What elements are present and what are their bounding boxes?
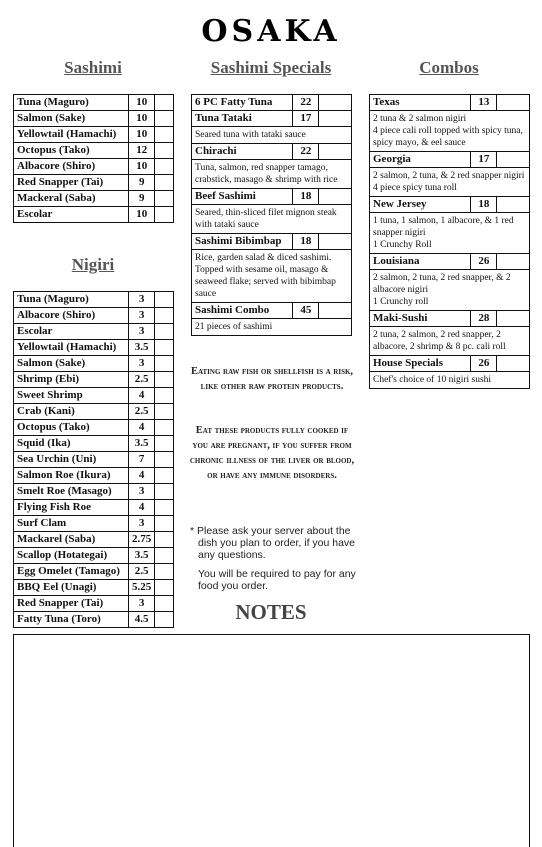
nigiri-row <box>14 356 174 372</box>
item-price: 4 <box>128 388 154 404</box>
nigiri-row <box>14 484 174 500</box>
item-price: 22 <box>293 144 319 160</box>
item-price: 9 <box>129 175 155 191</box>
item-price: 10 <box>129 127 155 143</box>
sashimi-row <box>14 207 174 223</box>
item-price: 13 <box>471 95 497 111</box>
combos-desc-row <box>370 213 530 254</box>
item-name: Texas <box>370 95 471 111</box>
nigiri-row <box>14 580 174 596</box>
item-name: Egg Omelet (Tamago) <box>14 564 129 580</box>
item-name: Squid (Ika) <box>14 436 129 452</box>
sashimi-row <box>14 159 174 175</box>
item-name: 6 PC Fatty Tuna <box>192 95 293 111</box>
nigiri-row <box>14 340 174 356</box>
item-name: Yellowtail (Hamachi) <box>14 127 129 143</box>
pay-note: You will be required to pay for any food you order. <box>198 568 356 592</box>
combos-desc-row <box>370 372 530 389</box>
item-price: 2.5 <box>128 372 154 388</box>
order-qty-cell[interactable] <box>155 127 174 143</box>
nigiri-row <box>14 420 174 436</box>
item-name: Fatty Tuna (Toro) <box>14 612 129 628</box>
order-qty-cell[interactable] <box>155 436 174 452</box>
item-name: Salmon (Sake) <box>14 111 129 127</box>
sashimi-row <box>14 127 174 143</box>
notes-box[interactable] <box>13 634 530 847</box>
nigiri-row <box>14 324 174 340</box>
item-name: Tuna Tataki <box>192 111 293 127</box>
item-price: 26 <box>471 356 497 372</box>
item-price: 10 <box>129 207 155 223</box>
item-price: 12 <box>129 143 155 159</box>
item-price: 2.5 <box>128 564 154 580</box>
item-name: Shrimp (Ebi) <box>14 372 129 388</box>
item-description: Tuna, salmon, red snapper tamago, crabstick, masago & shrimp with rice <box>192 160 352 189</box>
nigiri-row <box>14 308 174 324</box>
order-qty-cell[interactable] <box>155 420 174 436</box>
item-description: 1 tuna, 1 salmon, 1 albacore, & 1 red snapper nigiri 1 Crunchy Roll <box>370 213 530 254</box>
sashimi-row <box>14 175 174 191</box>
combos-table <box>369 94 530 389</box>
item-name: Octopus (Tako) <box>14 143 129 159</box>
item-price: 28 <box>471 311 497 327</box>
item-price: 10 <box>129 95 155 111</box>
item-description: 2 tuna, 2 salmon, 2 red snapper, 2 albacore, 2 shrimp & 8 pc. cali roll <box>370 327 530 356</box>
combos-desc-row <box>370 270 530 311</box>
item-name: Louisiana <box>370 254 471 270</box>
order-qty-cell[interactable] <box>319 303 352 319</box>
combos-row <box>370 152 530 168</box>
item-price: 17 <box>471 152 497 168</box>
order-qty-cell[interactable] <box>497 197 530 213</box>
order-qty-cell[interactable] <box>319 111 352 127</box>
item-description: Seared tuna with tataki sauce <box>192 127 352 144</box>
item-name: Sea Urchin (Uni) <box>14 452 129 468</box>
item-price: 7 <box>128 452 154 468</box>
item-price: 4 <box>128 420 154 436</box>
item-name: Mackeral (Saba) <box>14 191 129 207</box>
item-name: Chirachi <box>192 144 293 160</box>
item-name: Scallop (Hotategai) <box>14 548 129 564</box>
item-description: 2 salmon, 2 tuna, & 2 red snapper nigiri 4 piece spicy tuna roll <box>370 168 530 197</box>
specials-row <box>192 303 352 319</box>
item-name: Red Snapper (Tai) <box>14 175 129 191</box>
item-name: Albacore (Shiro) <box>14 159 129 175</box>
item-name: Sashimi Bibimbap <box>192 234 293 250</box>
order-qty-cell[interactable] <box>497 311 530 327</box>
specials-desc-row <box>192 250 352 303</box>
item-price: 3 <box>128 308 154 324</box>
order-qty-cell[interactable] <box>155 95 174 111</box>
order-qty-cell[interactable] <box>319 234 352 250</box>
specials-row <box>192 189 352 205</box>
sashimi-row <box>14 111 174 127</box>
item-name: Salmon Roe (Ikura) <box>14 468 129 484</box>
nigiri-row <box>14 564 174 580</box>
nigiri-row <box>14 516 174 532</box>
nigiri-row <box>14 388 174 404</box>
sashimi-row <box>14 191 174 207</box>
order-qty-cell[interactable] <box>155 580 174 596</box>
item-name: Red Snapper (Tai) <box>14 596 129 612</box>
item-price: 45 <box>293 303 319 319</box>
order-qty-cell[interactable] <box>497 95 530 111</box>
item-name: Octopus (Tako) <box>14 420 129 436</box>
item-name: Crab (Kani) <box>14 404 129 420</box>
specials-desc-row <box>192 319 352 336</box>
item-name: New Jersey <box>370 197 471 213</box>
item-description: Seared, thin-sliced filet mignon steak with tataki sauce <box>192 205 352 234</box>
item-price: 2.5 <box>128 404 154 420</box>
item-price: 10 <box>129 111 155 127</box>
combos-desc-row <box>370 168 530 197</box>
order-qty-cell[interactable] <box>155 532 174 548</box>
specials-title: Sashimi Specials <box>210 58 332 77</box>
item-price: 26 <box>471 254 497 270</box>
order-qty-cell[interactable] <box>155 500 174 516</box>
item-price: 3 <box>128 484 154 500</box>
combos-row <box>370 95 530 111</box>
order-qty-cell[interactable] <box>155 340 174 356</box>
item-price: 18 <box>293 189 319 205</box>
item-price: 3 <box>128 356 154 372</box>
order-qty-cell[interactable] <box>155 207 174 223</box>
nigiri-row <box>14 404 174 420</box>
item-name: Beef Sashimi <box>192 189 293 205</box>
item-price: 3.5 <box>128 340 154 356</box>
order-qty-cell[interactable] <box>155 308 174 324</box>
item-price: 17 <box>293 111 319 127</box>
item-description: 21 pieces of sashimi <box>192 319 352 336</box>
nigiri-row <box>14 468 174 484</box>
combos-row <box>370 197 530 213</box>
order-qty-cell[interactable] <box>155 404 174 420</box>
specials-table <box>191 94 352 336</box>
item-name: Tuna (Maguro) <box>14 292 129 308</box>
item-price: 3 <box>128 596 154 612</box>
item-price: 3.5 <box>128 436 154 452</box>
item-price: 18 <box>471 197 497 213</box>
combos-desc-row <box>370 111 530 152</box>
specials-desc-row <box>192 127 352 144</box>
specials-desc-row <box>192 205 352 234</box>
nigiri-row <box>14 548 174 564</box>
order-qty-cell[interactable] <box>155 191 174 207</box>
item-name: Albacore (Shiro) <box>14 308 129 324</box>
order-qty-cell[interactable] <box>155 484 174 500</box>
item-name: Georgia <box>370 152 471 168</box>
nigiri-title: Nigiri <box>71 255 115 274</box>
item-price: 3.5 <box>128 548 154 564</box>
order-qty-cell[interactable] <box>155 324 174 340</box>
item-price: 3 <box>128 292 154 308</box>
item-name: Surf Clam <box>14 516 129 532</box>
specials-row <box>192 95 352 111</box>
raw-food-warning: Eating raw fish or shellfish is a risk, like other raw protein products. <box>190 366 354 392</box>
combos-row <box>370 356 530 372</box>
order-qty-cell[interactable] <box>319 95 352 111</box>
item-name: Sashimi Combo <box>192 303 293 319</box>
combos-desc-row <box>370 327 530 356</box>
nigiri-table <box>13 291 174 628</box>
item-price: 5.25 <box>128 580 154 596</box>
nigiri-row <box>14 372 174 388</box>
combos-row <box>370 254 530 270</box>
item-price: 2.75 <box>128 532 154 548</box>
specials-row <box>192 234 352 250</box>
item-name: House Specials <box>370 356 471 372</box>
item-name: Tuna (Maguro) <box>14 95 129 111</box>
item-price: 22 <box>293 95 319 111</box>
order-qty-cell[interactable] <box>155 548 174 564</box>
cooked-advisory: Eat these products fully cooked if you are pregnant, if you suffer from chronic illness of the liver or blood, or have any immune disorders. <box>189 425 355 481</box>
item-price: 3 <box>128 324 154 340</box>
item-name: Flying Fish Roe <box>14 500 129 516</box>
order-qty-cell[interactable] <box>155 111 174 127</box>
order-qty-cell[interactable] <box>155 292 174 308</box>
item-description: 2 salmon, 2 tuna, 2 red snapper, & 2 albacore nigiri 1 Crunchy roll <box>370 270 530 311</box>
order-qty-cell[interactable] <box>155 564 174 580</box>
order-qty-cell[interactable] <box>497 152 530 168</box>
item-price: 3 <box>128 516 154 532</box>
notes-title: NOTES <box>235 600 307 624</box>
order-qty-cell[interactable] <box>155 143 174 159</box>
specials-desc-row <box>192 160 352 189</box>
order-qty-cell[interactable] <box>497 254 530 270</box>
order-qty-cell[interactable] <box>319 189 352 205</box>
item-name: Mackarel (Saba) <box>14 532 129 548</box>
item-name: Yellowtail (Hamachi) <box>14 340 129 356</box>
nigiri-row <box>14 436 174 452</box>
item-description: Chef's choice of 10 nigiri sushi <box>370 372 530 389</box>
order-qty-cell[interactable] <box>155 468 174 484</box>
ask-server-note: * Please ask your server about the dish you plan to order, if you have any questions. <box>190 525 356 561</box>
item-name: Salmon (Sake) <box>14 356 129 372</box>
order-qty-cell[interactable] <box>155 175 174 191</box>
item-name: BBQ Eel (Unagi) <box>14 580 129 596</box>
specials-row <box>192 144 352 160</box>
order-qty-cell[interactable] <box>497 356 530 372</box>
order-qty-cell[interactable] <box>155 388 174 404</box>
combos-row <box>370 311 530 327</box>
order-qty-cell[interactable] <box>155 516 174 532</box>
nigiri-row <box>14 452 174 468</box>
sashimi-title: Sashimi <box>64 58 122 77</box>
order-qty-cell[interactable] <box>155 372 174 388</box>
order-qty-cell[interactable] <box>319 144 352 160</box>
nigiri-row <box>14 532 174 548</box>
item-name: Escolar <box>14 207 129 223</box>
item-price: 4.5 <box>128 612 154 628</box>
sashimi-row <box>14 143 174 159</box>
item-description: 2 tuna & 2 salmon nigiri 4 piece cali roll topped with spicy tuna, spicy mayo, & eel sauce <box>370 111 530 152</box>
item-price: 9 <box>129 191 155 207</box>
order-qty-cell[interactable] <box>155 159 174 175</box>
combos-title: Combos <box>419 58 479 77</box>
nigiri-row <box>14 292 174 308</box>
item-name: Maki-Sushi <box>370 311 471 327</box>
item-description: Rice, garden salad & diced sashimi. Topped with sesame oil, masago & seaweed flake; served with bibimbap sauce <box>192 250 352 303</box>
item-name: Sweet Shrimp <box>14 388 129 404</box>
restaurant-logo: OSAKA <box>201 14 341 49</box>
item-price: 18 <box>293 234 319 250</box>
sashimi-table <box>13 94 174 223</box>
item-name: Smelt Roe (Masago) <box>14 484 129 500</box>
nigiri-row <box>14 500 174 516</box>
item-price: 10 <box>129 159 155 175</box>
item-name: Escolar <box>14 324 129 340</box>
item-price: 4 <box>128 500 154 516</box>
specials-row <box>192 111 352 127</box>
order-qty-cell[interactable] <box>155 356 174 372</box>
sashimi-row <box>14 95 174 111</box>
order-qty-cell[interactable] <box>155 452 174 468</box>
item-price: 4 <box>128 468 154 484</box>
